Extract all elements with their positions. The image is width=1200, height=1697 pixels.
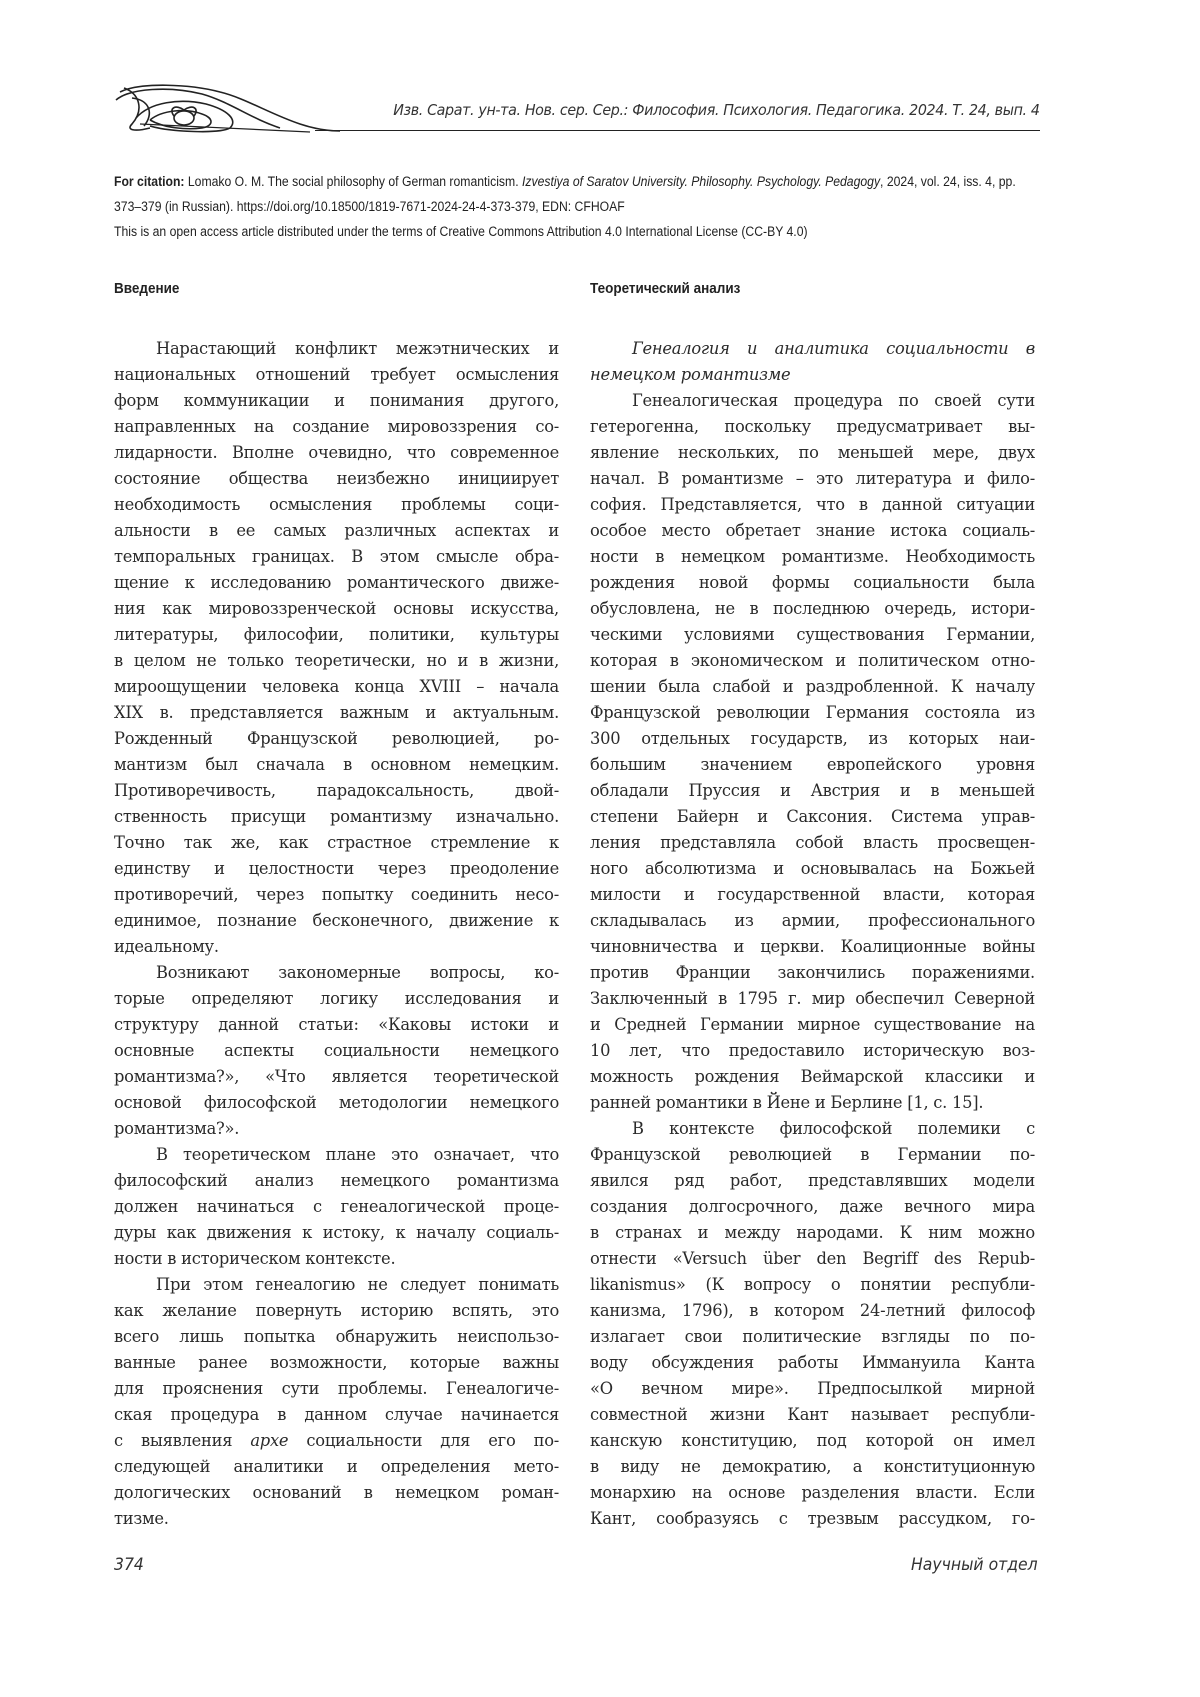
text-line: большим значением европейского уровня — [590, 755, 1035, 774]
citation-label: For citation: — [114, 174, 185, 190]
text-line: В контексте философской полемики с — [632, 1119, 1035, 1138]
text-line: необходимость осмысления проблемы соци- — [114, 495, 559, 514]
text-line: можность рождения Веймарской классики и — [590, 1067, 1035, 1086]
text-line: чиновничества и церкви. Коалиционные войны — [590, 937, 1035, 956]
text-line: канскую конституцию, под которой он имел — [590, 1431, 1035, 1450]
text-line: При этом генеалогию не следует понимать — [156, 1275, 559, 1294]
text-line: отнести «Versuch über den Begriff des Repub- — [590, 1249, 1035, 1268]
text-line: состояние общества неизбежно инициирует — [114, 469, 559, 488]
text-line: структуру данной статьи: «Каковы истоки и — [114, 1015, 559, 1034]
text-line: направленных на создание мировоззрения со- — [114, 417, 559, 436]
text-line: ственность присущи романтизму изначально. — [114, 807, 559, 826]
text-line: ранней романтики в Йене и Берлине [1, с. 15]. — [590, 1093, 984, 1112]
text-line: ния как мировоззренческой основы искусства, — [114, 599, 559, 618]
text-line: против Франции закончились поражениями. — [590, 963, 1035, 982]
text-span: социальности для его по- — [288, 1431, 560, 1450]
text-line: Рожденный Французской революцией, ро- — [114, 729, 559, 748]
text-line: ного абсолютизма и основывалась на Божьей — [590, 859, 1035, 878]
text-line: национальных отношений требует осмысления — [114, 365, 559, 384]
text-line: шении была слабой и раздробленной. К началу — [590, 677, 1035, 696]
text-line: ности в историческом контексте. — [114, 1249, 396, 1268]
text-line: складывалась из армии, профессионального — [590, 911, 1035, 930]
art-nouveau-ornament-icon — [110, 80, 340, 136]
text-line: совместной жизни Кант называет республи- — [590, 1405, 1035, 1424]
text-line: мироощущении человека конца XVIII – начала — [114, 677, 559, 696]
text-span: с выявления — [114, 1431, 251, 1450]
text-line: канизма, 1796), в котором 24-летний философ — [590, 1301, 1035, 1320]
text-line: ческими условиями существования Германии, — [590, 625, 1035, 644]
text-line: дологических оснований в немецком роман- — [114, 1483, 559, 1502]
text-line: форм коммуникации и понимания другого, — [114, 391, 559, 410]
text-line: В теоретическом плане это означает, что — [156, 1145, 559, 1164]
subheading-line: немецком романтизме — [590, 365, 791, 384]
text-line: ности в немецком романтизме. Необходимость — [590, 547, 1035, 566]
text-line: особое место обретает знание истока социаль- — [590, 521, 1035, 540]
section-heading-introduction: Введение — [114, 280, 180, 297]
text-line: гетерогенна, поскольку предусматривает вы- — [590, 417, 1035, 436]
text-line: торые определяют логику исследования и — [114, 989, 559, 1008]
text-line: Противоречивость, парадоксальность, двой- — [114, 781, 559, 800]
text-line: щение к исследованию романтического движе- — [114, 573, 559, 592]
text-line: основные аспекты социальности немецкого — [114, 1041, 559, 1060]
text-line: монархию на основе разделения власти. Если — [590, 1483, 1035, 1502]
text-line: мантизм был сначала в основном немецким. — [114, 755, 559, 774]
text-line: и Средней Германии мирное существование на — [590, 1015, 1035, 1034]
text-line: софия. Представляется, что в данной ситуации — [590, 495, 1035, 514]
text-line: романтизма?», «Что является теоретической — [114, 1067, 559, 1086]
text-line: Генеалогическая процедура по своей сути — [632, 391, 1035, 410]
text-line: ления представляла собой власть просвещен- — [590, 833, 1035, 852]
text-line: единству и целостности через преодоление — [114, 859, 559, 878]
left-column-body — [114, 336, 559, 1532]
text-line: likanismus» (К вопросу о понятии республи- — [590, 1275, 1035, 1294]
text-line: XIX в. представляется важным и актуальным. — [114, 703, 559, 722]
citation-block — [114, 170, 1045, 220]
text-line: Возникают закономерные вопросы, ко- — [156, 963, 559, 982]
text-line: рождения новой формы социальности была — [590, 573, 1035, 592]
text-line: явление нескольких, по меньшей мере, двух — [590, 443, 1035, 462]
section-name: Научный отдел — [911, 1555, 1038, 1575]
text-line: альности в ее самых различных аспектах и — [114, 521, 559, 540]
left-column — [114, 280, 560, 1528]
text-line: 300 отдельных государств, из которых наи- — [590, 729, 1035, 748]
page-number: 374 — [114, 1555, 144, 1575]
text-line: обусловлена, не в последнюю очередь, истори- — [590, 599, 1035, 618]
text-line: Точно так же, как страстное стремление к — [114, 833, 559, 852]
text-line: идеальному. — [114, 937, 219, 956]
text-line: начал. В романтизме – это литература и фило- — [590, 469, 1035, 488]
text-line: явился ряд работ, представлявших модели — [590, 1171, 1035, 1190]
text-line: создания долгосрочного, даже вечного мира — [590, 1197, 1035, 1216]
page-header — [110, 80, 1040, 136]
text-line: в целом не только теоретически, но и в жизни, — [114, 651, 559, 670]
text-line: в странах и между народами. К ним можно — [590, 1223, 1035, 1242]
text-line: которая в экономическом и политическом отно- — [590, 651, 1035, 670]
text-line: излагает свои политические взгляды по по- — [590, 1327, 1035, 1346]
text-line: противоречий, через попытку соединить несо- — [114, 885, 559, 904]
text-line: Заключенный в 1795 г. мир обеспечил Северной — [590, 989, 1035, 1008]
text-line: как желание повернуть историю вспять, это — [114, 1301, 559, 1320]
subheading-line: Генеалогия и аналитика социальности в — [632, 339, 1035, 358]
text-line: Нарастающий конфликт межэтнических и — [156, 339, 559, 358]
text-line: тизме. — [114, 1509, 169, 1528]
text-line: всего лишь попытка обнаружить неиспользо- — [114, 1327, 559, 1346]
text-line: романтизма?». — [114, 1119, 240, 1138]
text-line: 10 лет, что предоставило историческую воз- — [590, 1041, 1035, 1060]
text-line: «О вечном мире». Предпосылкой мирной — [590, 1379, 1035, 1398]
text-line-mixed — [114, 1428, 559, 1454]
citation-details: , 2024, vol. 24, iss. 4, pp. 373–379 (in Russian). https://doi.org/10.18500/1819-7671-2024-24-4-373-379, EDN: CFHOAF — [114, 174, 1016, 215]
text-line: Кант, сообразуясь с трезвым рассудком, го- — [590, 1509, 1035, 1528]
text-line: ванные ранее возможности, которые важны — [114, 1353, 559, 1372]
text-line: ская процедура в данном случае начинается — [114, 1405, 559, 1424]
text-line: основой философской методологии немецкого — [114, 1093, 559, 1112]
right-column-body — [590, 336, 1035, 1532]
text-line: милости и государственной власти, которая — [590, 885, 1035, 904]
text-line: степени Байерн и Саксония. Система управ- — [590, 807, 1035, 826]
running-head: Изв. Сарат. ун-та. Нов. сер. Сер.: Философия. Психология. Педагогика. 2024. Т. 24, вып. 4 — [393, 101, 1040, 119]
text-line: Французской революцией в Германии по- — [590, 1145, 1035, 1164]
text-line: в виду не демократию, а конституционную — [590, 1457, 1035, 1476]
text-line: обладали Пруссия и Австрия и в меньшей — [590, 781, 1035, 800]
right-column — [590, 280, 1035, 1528]
text-line: лидарности. Вполне очевидно, что современное — [114, 443, 559, 462]
text-line: для прояснения сути проблемы. Генеалогиче- — [114, 1379, 559, 1398]
header-rule — [315, 130, 1040, 131]
text-line: дуры как движения к истоку, к началу социаль- — [114, 1223, 559, 1242]
text-line: воду обсуждения работы Иммануила Канта — [590, 1353, 1035, 1372]
citation-authors-title: Lomako O. M. The social philosophy of German romanticism. — [184, 174, 522, 190]
text-line: должен начинаться с генеалогической проце- — [114, 1197, 559, 1216]
text-line: единимое, познание бесконечного, движение к — [114, 911, 559, 930]
section-heading-theoretical-analysis: Теоретический анализ — [590, 280, 741, 297]
text-line: философский анализ немецкого романтизма — [114, 1171, 559, 1190]
citation-journal: Izvestiya of Saratov University. Philosophy. Psychology. Pedagogy — [521, 174, 881, 190]
text-line: литературы, философии, политики, культуры — [114, 625, 559, 644]
license-notice: This is an open access article distributed under the terms of Creative Commons Attribution 4.0 International License (CC-BY 4.0) — [114, 224, 808, 240]
text-line: следующей аналитики и определения мето- — [114, 1457, 559, 1476]
italic-term-arche: архе — [250, 1431, 289, 1450]
text-line: Французской революции Германия состояла из — [590, 703, 1035, 722]
text-line: темпоральных границах. В этом смысле обра- — [114, 547, 559, 566]
